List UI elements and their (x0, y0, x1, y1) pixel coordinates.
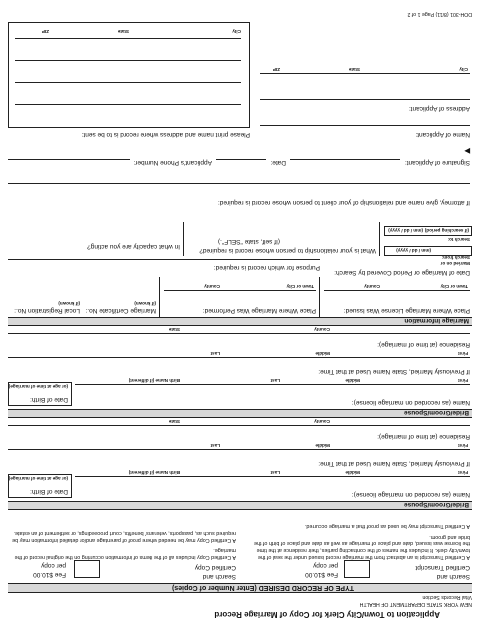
transcript-description: A Certified Transcript is an abstract from the marriage record issued under the seal of the town/city clerk. It includes the names of the contracting parties, their residence at the time the license was issued, date and place of marriage as well as date and place of birth of the bride and groom. (253, 533, 470, 560)
copy-title-2: Search and (202, 573, 236, 580)
license-issued-line[interactable] (324, 290, 470, 291)
spouse1-dob-hint: (or age at time of marriage) (8, 476, 68, 481)
phone-line[interactable] (8, 159, 130, 160)
mail-city-caption: City (232, 29, 241, 34)
mailing-address-box (8, 22, 250, 128)
spouse1-heading-bar (8, 501, 472, 510)
search-to-format: (mm / dd / yyyy) (388, 228, 423, 233)
spouse2-previous-name-line[interactable] (8, 357, 470, 358)
record-type-heading: TYPE OF RECORD DESIRED (Enter Number of Copies) (171, 584, 354, 592)
spouse1-previous-name-line[interactable] (8, 449, 470, 450)
search-from-field[interactable] (384, 246, 472, 256)
date-line[interactable] (216, 159, 266, 160)
transcript-title-1: Certified Transcript (415, 564, 470, 571)
applicant-state-caption: State (348, 67, 360, 72)
form-id: DOH-301 (8/11) Page 1 of 2 (407, 11, 472, 17)
relationship-hint: (If self, state "SELF".) (217, 238, 280, 245)
attorney-line[interactable] (8, 183, 470, 184)
registration-number-hint: (if known) (58, 301, 80, 306)
applicant-city-caption: City (459, 67, 468, 72)
spouse2-dob-label: Date of Birth: (30, 396, 68, 403)
spouse2-dob-box[interactable] (8, 382, 72, 406)
search-to-hint: (if searching period) (424, 228, 469, 233)
copy-description: A Certified Copy includes all of the items of information occurring on the original record of the marriage. (14, 547, 236, 560)
section-name: Vital Records Section (422, 594, 472, 600)
applicant-address-label: Address of Applicant: (408, 105, 470, 112)
spouse2-residence-line[interactable] (8, 333, 470, 334)
spouse2-previous-name-label: If Previously Married, State Name Used at that Time: (318, 368, 470, 375)
spouse2-name-line[interactable] (75, 384, 470, 385)
mail-state-caption: State (117, 29, 129, 34)
applicant-name-label: Name of Applicant: (415, 131, 470, 138)
spouse2-birth-name-caption: Birth Name (if different) (128, 378, 180, 383)
mail-line-4[interactable] (15, 38, 241, 39)
license-issued-label: Place Where Marriage License Was Issued: (343, 307, 470, 314)
spouse1-county-caption: County (314, 419, 330, 424)
spouse1-dob-box[interactable] (8, 474, 72, 498)
signature-line[interactable] (290, 159, 400, 160)
married-on-caption: Married on or (440, 261, 470, 266)
marriage-divider-1 (319, 277, 320, 317)
spouse2-prev-first-caption: First (458, 351, 468, 356)
spouse1-heading: Bride/Groom/Spouse (403, 501, 469, 509)
applicant-address-line[interactable] (260, 99, 470, 100)
capacity-label: In what capacity are you acting? (87, 243, 180, 250)
spouse2-middle-caption: Middle (345, 378, 360, 383)
performed-county-caption: County (204, 284, 220, 289)
capacity-divider (183, 222, 184, 256)
purpose-line[interactable] (8, 259, 320, 260)
applicant-zip-caption: ZIP (272, 67, 280, 72)
phone-label: Applicant's Phone Number: (133, 159, 212, 166)
copy-copies-checkbox[interactable] (74, 560, 100, 578)
record-type-heading-bar (8, 583, 472, 593)
marriage-date-label: Date of Marriage or Period Covered by Search: (334, 269, 470, 276)
marriage-heading-bar (8, 317, 472, 326)
spouse1-name-line[interactable] (75, 476, 470, 477)
marriage-performed-line[interactable] (164, 290, 316, 291)
transcript-fee-unit: per copy (313, 562, 338, 569)
marriage-divider-2 (159, 277, 160, 317)
spouse2-first-caption: First (458, 378, 468, 383)
license-county-caption: County (364, 284, 380, 289)
license-town-caption: Town or City (440, 284, 468, 289)
spouse2-heading: Bride/Groom/Spouse (403, 409, 469, 417)
transcript-note: A Certified Transcript may be used as proof that a marriage occurred. (304, 523, 470, 529)
purpose-label: Purpose for which record is required: (213, 264, 320, 271)
copy-note: A Certified Copy may be needed where proof of parentage and/or detailed information may be required such as, passports, veterans' benefits, court proceedings, or settlement of an estate. (12, 530, 236, 543)
transcript-fee: Fee $10.00 (305, 571, 338, 578)
registration-number-label: Local Registration No.: (14, 307, 80, 314)
transcript-title-2: Search and (436, 573, 470, 580)
search-to-caption: Search to: (447, 237, 470, 242)
form-title: Application to Town/City Clerk for Copy of Marriage Record (214, 610, 440, 619)
spouse2-dob-hint: (or age at time of marriage) (8, 384, 68, 389)
applicant-city-line[interactable] (260, 73, 470, 74)
marriage-heading: Marriage Information (404, 317, 469, 325)
search-from-format: (mm / dd / yyyy) (396, 248, 431, 253)
spouse2-name-label: Name (as recorded on marriage license): (351, 399, 470, 406)
search-to-field[interactable] (384, 226, 472, 236)
date-divider (379, 222, 380, 256)
spouse1-state-caption: State (168, 419, 180, 424)
mail-line-3[interactable] (15, 60, 241, 61)
search-from-caption: Search from: (441, 255, 470, 260)
spouse1-residence-line[interactable] (8, 425, 470, 426)
certificate-number-hint: (if known) (134, 301, 156, 306)
copy-title-1: Certified Copy (194, 564, 236, 571)
signature-arrow-icon: ▶ (464, 147, 470, 154)
mail-line-2[interactable] (15, 82, 241, 83)
spouse1-prev-first-caption: First (458, 443, 468, 448)
spouse2-last-caption: Last (270, 378, 280, 383)
applicant-name-line[interactable] (260, 125, 470, 126)
certificate-number-label: Marriage Certificate No.: (85, 307, 156, 314)
department-name: NEW YORK STATE DEPARTMENT OF HEALTH (359, 601, 472, 607)
spouse1-last-caption: Last (270, 470, 280, 475)
spouse1-first-caption: First (458, 470, 468, 475)
relationship-label: What is your relationship to person whose record is required? (199, 247, 376, 254)
attorney-label: If attorney, give name and relationship of your client to person whose record is required: (217, 199, 470, 206)
spouse1-name-label: Name (as recorded on marriage license): (351, 491, 470, 498)
performed-town-caption: Town or City (286, 284, 314, 289)
spouse1-prev-middle-caption: Middle (315, 443, 330, 448)
spouse1-previous-name-label: If Previously Married, State Name Used at that Time: (318, 460, 470, 467)
spouse2-residence-label: Residence (at time of marriage): (377, 341, 470, 348)
spouse2-county-caption: County (314, 327, 330, 332)
spouse1-prev-last-caption: Last (210, 443, 220, 448)
copy-fee: Fee $10.00 (33, 571, 66, 578)
spouse1-middle-caption: Middle (345, 470, 360, 475)
marriage-performed-label: Place Where Marriage Was Performed: (202, 307, 316, 314)
copy-fee-unit: per copy (41, 562, 66, 569)
spouse2-state-caption: State (168, 327, 180, 332)
date-label: Date: (270, 159, 286, 166)
spouse1-birth-name-caption: Birth Name (if different) (128, 470, 180, 475)
mail-line-1[interactable] (15, 104, 241, 105)
spouse2-heading-bar (8, 409, 472, 418)
spouse2-prev-middle-caption: Middle (315, 351, 330, 356)
transcript-copies-checkbox[interactable] (344, 560, 370, 578)
mailing-instructions: Please print name and address where record is to be sent: (81, 131, 250, 138)
spouse1-residence-label: Residence (at time of marriage): (377, 433, 470, 440)
signature-label: Signature of Applicant: (404, 159, 470, 166)
mail-zip-caption: ZIP (41, 29, 49, 34)
spouse2-prev-last-caption: Last (210, 351, 220, 356)
spouse1-dob-label: Date of Birth: (30, 488, 68, 495)
